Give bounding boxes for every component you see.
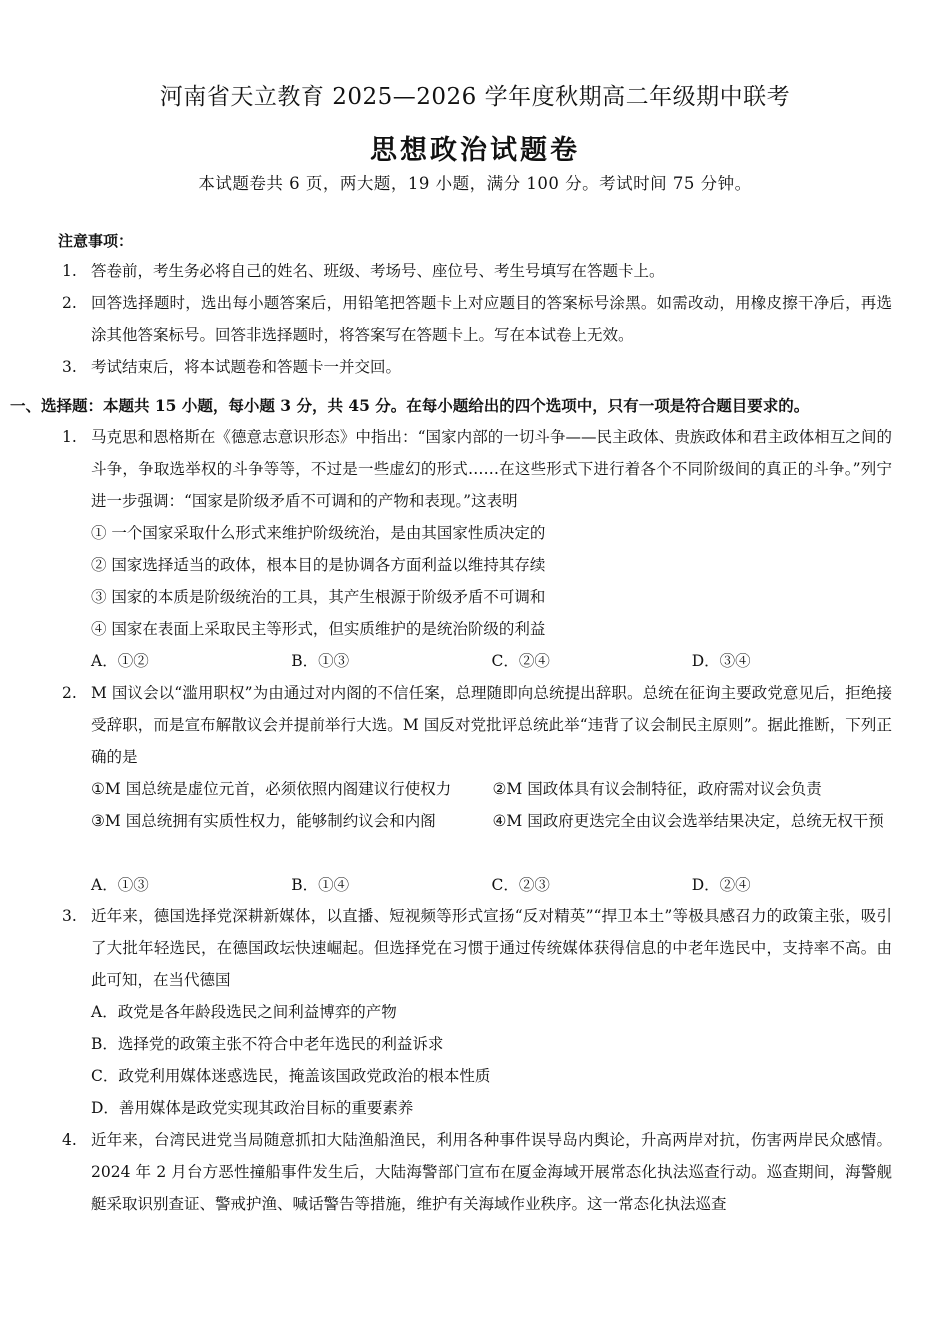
- note-text: 答卷前，考生务必将自己的姓名、班级、考场号、座位号、考生号填写在答题卡上。: [91, 262, 665, 280]
- statement-1: ① 一个国家采取什么形式来维护阶级统治，是由其国家性质决定的: [91, 524, 546, 542]
- note-number: 2.: [62, 294, 77, 312]
- statement-4: ④ 国家在表面上采取民主等形式，但实质维护的是统治阶级的利益: [91, 620, 546, 638]
- note-text: 考试结束后，将本试题卷和答题卡一并交回。: [91, 358, 402, 376]
- choice-a: A．①②: [91, 652, 149, 670]
- choice-c: C．②③: [491, 876, 550, 894]
- choice-b: B．选择党的政策主张不符合中老年选民的利益诉求: [91, 1035, 444, 1053]
- question-number: 4.: [62, 1131, 77, 1149]
- statement-3: ③ 国家的本质是阶级统治的工具，其产生根源于阶级矛盾不可调和: [91, 588, 546, 606]
- statement-3: ③M 国总统拥有实质性权力，能够制约议会和内阁: [91, 812, 436, 830]
- section-heading: 一、选择题：本题共 15 小题，每小题 3 分，共 45 分。在每小题给出的四个选项中，只有一项是符合题目要求的。: [10, 396, 810, 415]
- question-stem: 近年来，台湾民进党当局随意抓扣大陆渔船渔民，利用各种事件误导岛内舆论，升高两岸对抗，伤害两岸民众感情。2024 年 2 月台方恶性撞船事件发生后，大陆海警部门宣布在厦金海域开展常态化执法巡查行动。巡查期间，海警舰艇采取识别查证、警戒护渔、喊话警告等措施，维护有关海域作业秩序。这一常态化执法巡查: [91, 1131, 892, 1213]
- question-stem: 马克思和恩格斯在《德意志意识形态》中指出：“国家内部的一切斗争——民主政体、贵族政体和君主政体相互之间的斗争，争取选举权的斗争等等，不过是一些虚幻的形式……在这些形式下进行着各个不同阶级间的真正的斗争。”列宁进一步强调：“国家是阶级矛盾不可调和的产物和表现。”这表明: [91, 428, 892, 510]
- answer-choices: [91, 645, 892, 677]
- question-stem: M 国议会以“滥用职权”为由通过对内阁的不信任案，总理随即向总统提出辞职。总统在征询主要政党意见后，拒绝接受辞职，而是宣布解散议会并提前举行大选。M 国反对党批评总统此举“违背了议会制民主原则”。据此推断，下列正确的是: [91, 684, 892, 766]
- choice-d: D．善用媒体是政党实现其政治目标的重要素养: [91, 1099, 414, 1117]
- exam-title: 河南省天立教育 2025—2026 学年度秋期高二年级期中联考: [159, 84, 791, 110]
- choice-a: A．①③: [91, 876, 149, 894]
- exam-info: 本试题卷共 6 页，两大题，19 小题，满分 100 分。考试时间 75 分钟。: [198, 174, 752, 193]
- question-number: 3.: [62, 907, 77, 925]
- statement-2: ②M 国政体具有议会制特征，政府需对议会负责: [492, 780, 822, 798]
- statement-2: ② 国家选择适当的政体，根本目的是协调各方面利益以维持其存续: [91, 556, 546, 574]
- statement-1: ①M 国总统是虚位元首，必须依照内阁建议行使权力: [91, 780, 452, 798]
- choice-d: D．②④: [691, 876, 751, 894]
- question-4: [62, 1124, 892, 1220]
- question-stem: 近年来，德国选择党深耕新媒体，以直播、短视频等形式宣扬“反对精英”“捍卫本土”等极具感召力的政策主张，吸引了大批年轻选民，在德国政坛快速崛起。但选择党在习惯于通过传统媒体获得信息的中老年选民中，支持率不高。由此可知，在当代德国: [91, 907, 892, 989]
- note-text: 回答选择题时，选出每小题答案后，用铅笔把答题卡上对应题目的答案标号涂黑。如需改动，用橡皮擦干净后，再选涂其他答案标号。回答非选择题时，将答案写在答题卡上。写在本试卷上无效。: [91, 294, 892, 344]
- answer-choices: [91, 869, 892, 901]
- note-item: [62, 287, 892, 351]
- question-number: 2.: [62, 684, 77, 702]
- exam-subject-title: 思想政治试题卷: [370, 135, 580, 166]
- statement-row: [91, 805, 892, 837]
- note-number: 3.: [62, 358, 77, 376]
- statement-row: [91, 773, 892, 805]
- question-2: [62, 677, 892, 901]
- note-number: 1.: [62, 262, 77, 280]
- choice-c: C．②④: [491, 652, 550, 670]
- choice-b: B．①④: [291, 876, 350, 894]
- note-item: [62, 255, 892, 287]
- statement-4: ④M 国政府更迭完全由议会选举结果决定，总统无权干预: [492, 812, 884, 830]
- note-item: [62, 351, 892, 383]
- notes-heading: 注意事项：: [58, 232, 134, 250]
- question-number: 1.: [62, 428, 77, 446]
- choice-c: C．政党利用媒体迷惑选民，掩盖该国政党政治的根本性质: [91, 1067, 491, 1085]
- choice-b: B．①③: [291, 652, 350, 670]
- choice-a: A．政党是各年龄段选民之间利益博弈的产物: [91, 1003, 397, 1021]
- choice-d: D．③④: [691, 652, 751, 670]
- question-3: [62, 900, 892, 1124]
- question-1: [62, 421, 892, 677]
